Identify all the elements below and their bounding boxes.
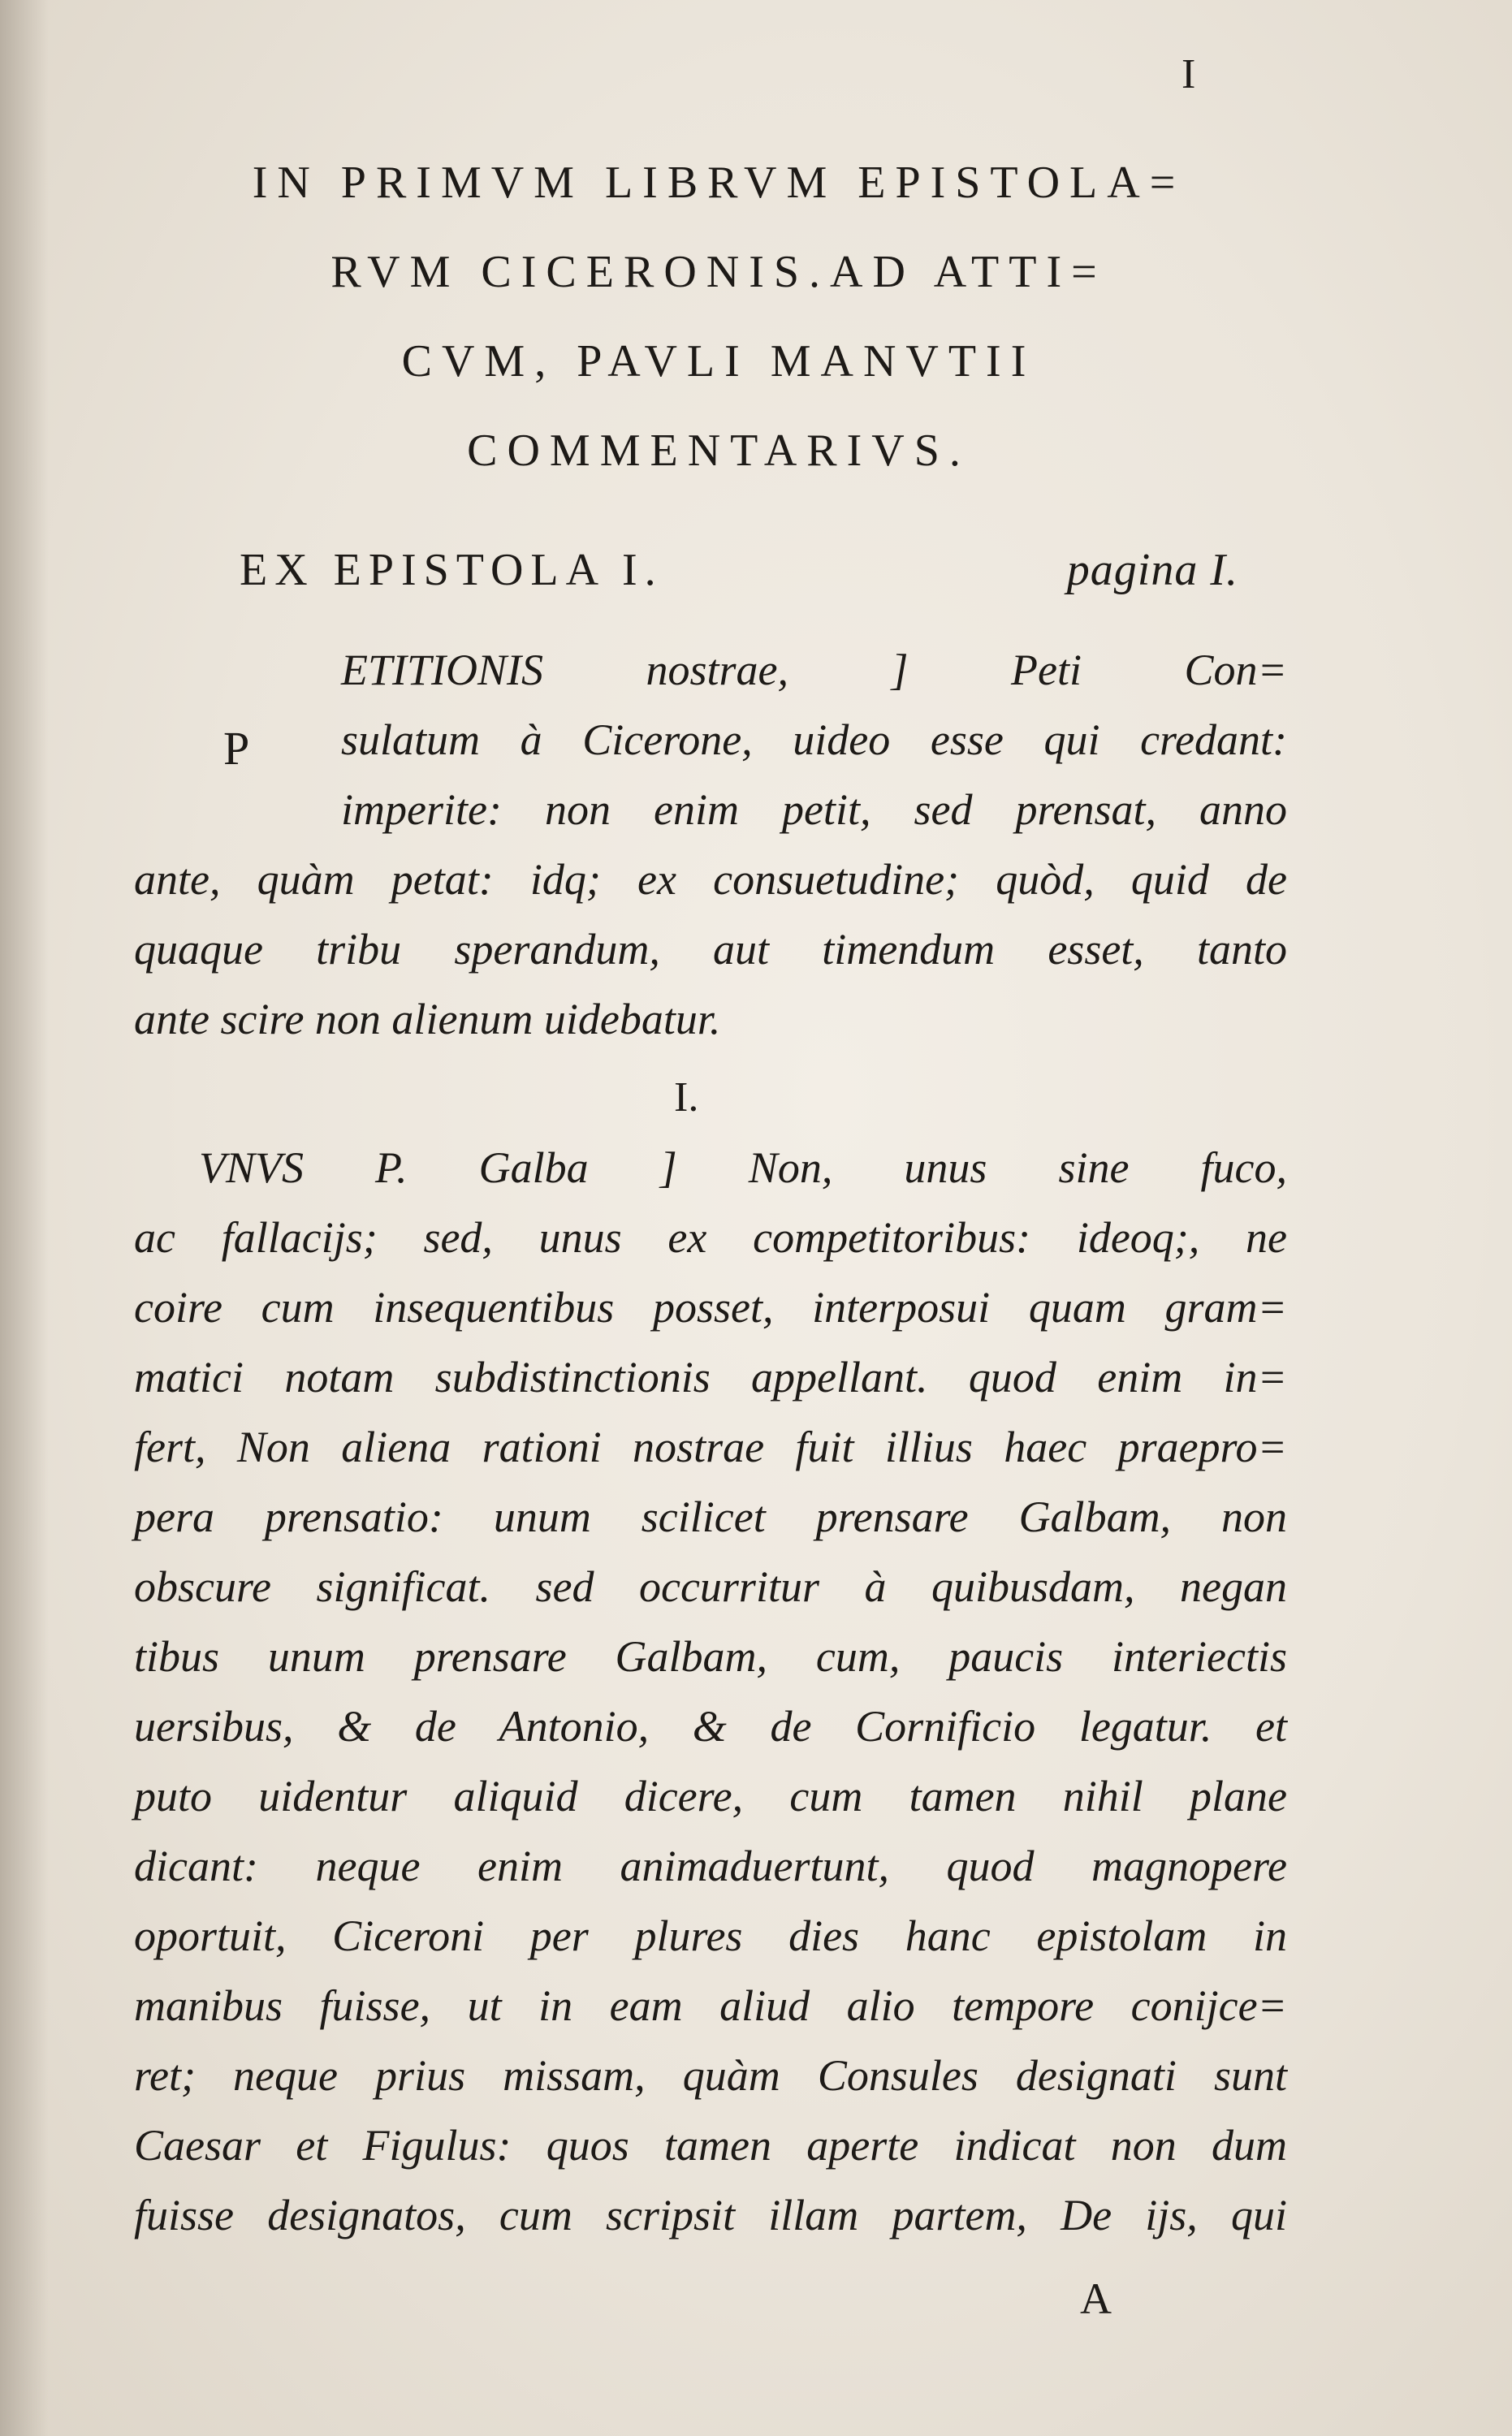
commentary-entry-2 [134, 1133, 1287, 2250]
text-line: imperite: non enim petit, sed prensat, anno [341, 785, 1287, 834]
heading-line: RVM CICERONIS.AD ATTI= [330, 247, 1107, 297]
heading-line: COMMENTARIVS. [467, 425, 970, 476]
text-line: fert, Non aliena rationi nostrae fuit illius haec praepro= [134, 1423, 1287, 1471]
text-line: sulatum à Cicerone, uideo esse qui credant: [341, 715, 1287, 764]
text-line: ETITIONIS nostrae, ] Peti Con= [341, 646, 1287, 694]
page-reference: pagina I. [1066, 545, 1238, 595]
page-heading [130, 138, 1307, 495]
text-line: puto uidentur aliquid dicere, cum tamen nihil plane [134, 1772, 1287, 1821]
text-line: quaque tribu sperandum, aut timendum esset, tanto [134, 925, 1287, 974]
drop-capital: P [223, 722, 250, 775]
text-line: Caesar et Figulus: quos tamen aperte indicat non dum [134, 2121, 1287, 2170]
text-line: manibus fuisse, ut in eam aliud alio tempore conijce= [134, 1981, 1287, 2030]
text-line: dicant: neque enim animaduertunt, quod magnopere [134, 1842, 1287, 1890]
text-line: oportuit, Ciceroni per plures dies hanc epistolam in [134, 1911, 1287, 1960]
text-line: pera prensatio: unum scilicet prensare Galbam, non [134, 1492, 1287, 1541]
text-line: coire cum insequentibus posset, interposui quam gram= [134, 1283, 1287, 1332]
heading-line: CVM, PAVLI MANVTII [401, 336, 1036, 387]
text-line: uersibus, & de Antonio, & de Cornificio legatur. et [134, 1702, 1287, 1751]
text-line: ret; neque prius missam, quàm Consules designati sunt [134, 2051, 1287, 2100]
text-line: ac fallacijs; sed, unus ex competitoribus: ideoq;, ne [134, 1213, 1287, 1262]
text-line: ante, quàm petat: idq; ex consuetudine; quòd, quid de [134, 855, 1287, 904]
gutter-shadow [0, 0, 49, 2436]
text-line: fuisse designatos, cum scripsit illam partem, De ijs, qui [134, 2191, 1287, 2239]
folio-number: I [1182, 51, 1196, 97]
text-line: obscure significat. sed occurritur à quibusdam, negan [134, 1562, 1287, 1611]
text-line: VNVS P. Galba ] Non, unus sine fuco, [199, 1143, 1287, 1192]
commentary-entry-1 [134, 635, 1287, 1054]
entry-number: I. [674, 1074, 699, 1121]
text-line: ante scire non alienum uidebatur. [134, 995, 721, 1043]
section-title: EX EPISTOLA I. [240, 545, 663, 595]
text-line: matici notam subdistinctionis appellant. quod enim in= [134, 1353, 1287, 1402]
signature-mark: A [1080, 2274, 1112, 2323]
section-heading [240, 544, 1238, 596]
heading-line: IN PRIMVM LIBRVM EPISTOLA= [252, 158, 1186, 208]
text-line: tibus unum prensare Galbam, cum, paucis interiectis [134, 1632, 1287, 1681]
